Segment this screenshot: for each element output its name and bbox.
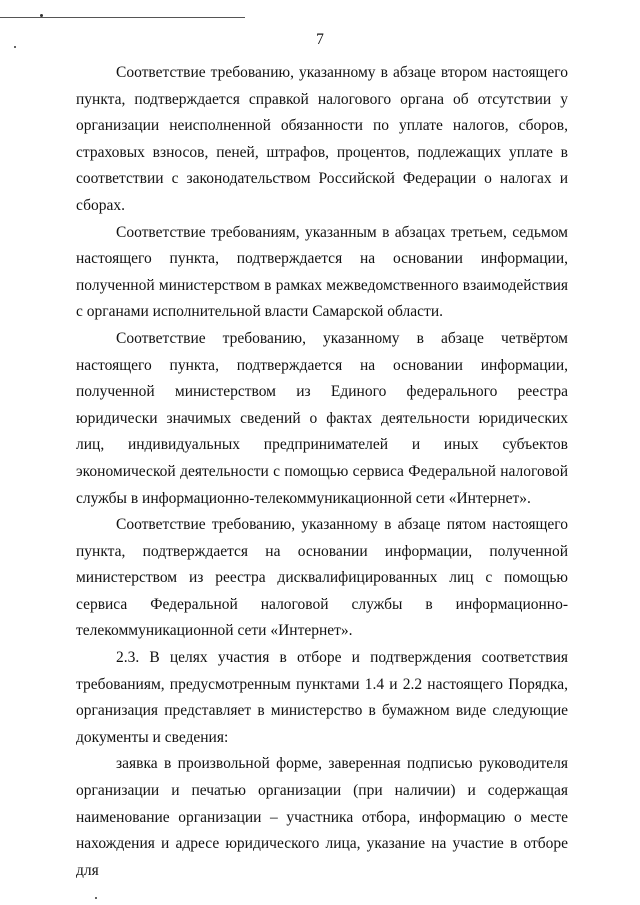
page-number: 7 — [316, 31, 324, 48]
scan-speck — [40, 14, 43, 17]
paragraph-federal-registry: Соответствие требованию, указанному в абзаце четвёртом настоящего пункта, подтверждается на основании информации, полученной министерством из Единого федерального реестра юридически значимых сведений о фактах деятельности юридических лиц, индивидуальных предпринимателей и иных субъектов экономической деятельности с помощью сервиса Федеральной налоговой службы в информационно-телекоммуникационной сети «Интернет». — [76, 329, 568, 507]
paragraph-disqualified-registry: Соответствие требованию, указанному в абзаце пятом настоящего пункта, подтверждается на основании информации, полученной министерством из реестра дисквалифицированных лиц с помощью сервиса Федеральной налоговой службы в информационно-телекоммуникационной сети «Интернет». — [76, 516, 568, 640]
scan-edge-line — [0, 17, 245, 18]
paragraph-application: заявка в произвольной форме, заверенная подписью руководителя организации и печатью организации (при наличии) и содержащая наименование организации – участника отбора, информацию о месте нахождения и адресе юридического лица, указание на участие в отборе для — [76, 755, 568, 879]
paragraph-tax-certificate: Соответствие требованию, указанному в абзаце втором настоящего пункта, подтверждается справкой налогового органа об отсутствии у организации неисполненной обязанности по уплате налогов, сборов, страховых взносов, пеней, штрафов, процентов, подлежащих уплате в соответствии с законодательством Российской Федерации о налогах и сборах. — [76, 64, 568, 214]
paragraph-interagency-info: Соответствие требованиям, указанным в абзацах третьем, седьмом настоящего пункта, подтверждается на основании информации, полученной министерством в рамках межведомственного взаимодействия с органами исполнительной власти Самарской области. — [76, 223, 568, 321]
document-body — [76, 60, 568, 884]
scan-speck — [95, 897, 97, 899]
paragraph-section-2-3: 2.3. В целях участия в отборе и подтверждения соответствия требованиям, предусмотренным пунктами 1.4 и 2.2 настоящего Порядка, организация представляет в министерство в бумажном виде следующие документы и сведения: — [76, 649, 568, 746]
